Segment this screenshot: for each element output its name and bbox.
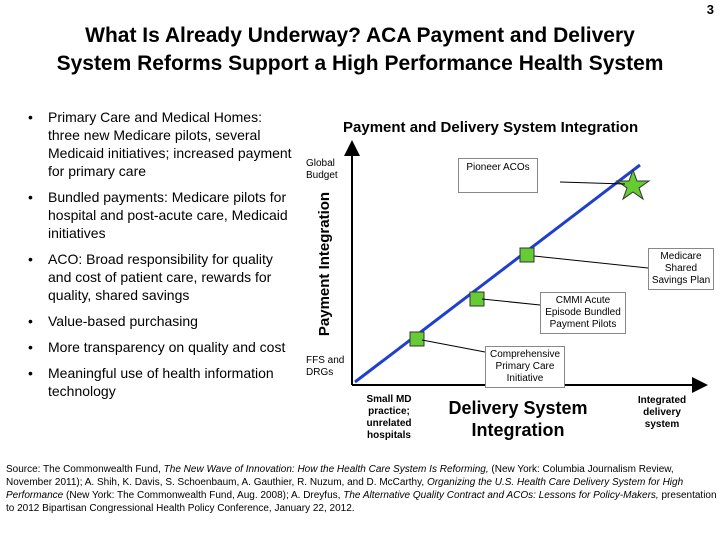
comprehensive-primary-care-callout: Comprehensive Primary Care Initiative [485, 346, 565, 388]
pioneer-aco-callout: Pioneer ACOs [458, 158, 538, 193]
medicare-shared-savings-marker [520, 248, 534, 262]
cmmi-bundled-marker [470, 292, 484, 306]
source-ref2-rest: (New York: The Commonwealth Fund, Aug. 2008); A. Dreyfus, [63, 490, 344, 501]
y-top-label: Global Budget [306, 158, 338, 181]
source-ref1-rest: (New York: Columbia Journalism Review, November 2011); A. Shih, K. Davis, S. Schoenbaum, A. Gauthier, R. Nuzum, and D. McCarthy, [6, 464, 674, 488]
x-left-label: Small MD practice; unrelated hospitals [366, 394, 412, 441]
cmmi-leader-line [482, 299, 540, 305]
comprehensive-primary-care-marker [410, 332, 424, 346]
bullet-text: Bundled payments: Medicare pilots for hospital and post-acute care, Medicaid initiatives [48, 189, 288, 241]
source-ref1-title: The New Wave of Innovation: How the Health Care System Is Reforming, [163, 464, 489, 475]
slide-title-line2: System Reforms Support a High Performance Health System [56, 52, 664, 75]
bullet-text: ACO: Broad responsibility for quality and cost of patient care, rewards for quality, shared savings [48, 251, 273, 303]
slide-title-line1: What Is Already Underway? ACA Payment and Delivery [85, 24, 635, 47]
pioneer-aco-star-icon [617, 170, 649, 199]
y-axis-label: Payment Integration [316, 191, 333, 337]
source-ref3-title: The Alternative Quality Contract and ACOs: Lessons for Policy-Makers, [343, 490, 659, 501]
bullet-icon: • [28, 189, 33, 205]
source-ref2-title: Organizing the U.S. Health Care Delivery System for High Performance [6, 477, 684, 501]
bullet-icon: • [28, 251, 33, 267]
source-ref3-rest: presentation to 2012 Bipartisan Congressional Health Policy Conference, January 22, 2012. [6, 490, 717, 514]
bullet-text: Value-based purchasing [48, 313, 198, 329]
x-axis-label: Delivery System Integration [448, 398, 588, 440]
bullet-icon: • [28, 339, 33, 355]
cpc-leader-line [422, 340, 485, 352]
slide-number: 3 [706, 2, 714, 17]
bullet-text: Primary Care and Medical Homes: three new Medicare pilots, several Medicaid initiatives; increased payment for primary care [48, 109, 292, 179]
bullet-text: More transparency on quality and cost [48, 339, 286, 355]
cmmi-bundled-callout: CMMI Acute Episode Bundled Payment Pilots [540, 292, 626, 334]
msp-leader-line [534, 256, 648, 268]
diagram-title: Payment and Delivery System Integration [343, 119, 639, 136]
bullet-text: Meaningful use of health information technology [48, 365, 274, 399]
bullet-icon: • [28, 313, 33, 329]
y-bottom-label: FFS and DRGs [306, 355, 345, 378]
x-right-label: Integrated delivery system [637, 395, 687, 430]
bullet-icon: • [28, 365, 33, 381]
medicare-shared-savings-callout: Medicare Shared Savings Plan [648, 248, 714, 290]
source-prefix: Source: The Commonwealth Fund, [6, 464, 164, 475]
bullet-icon: • [28, 109, 33, 125]
source-citation [6, 463, 718, 515]
